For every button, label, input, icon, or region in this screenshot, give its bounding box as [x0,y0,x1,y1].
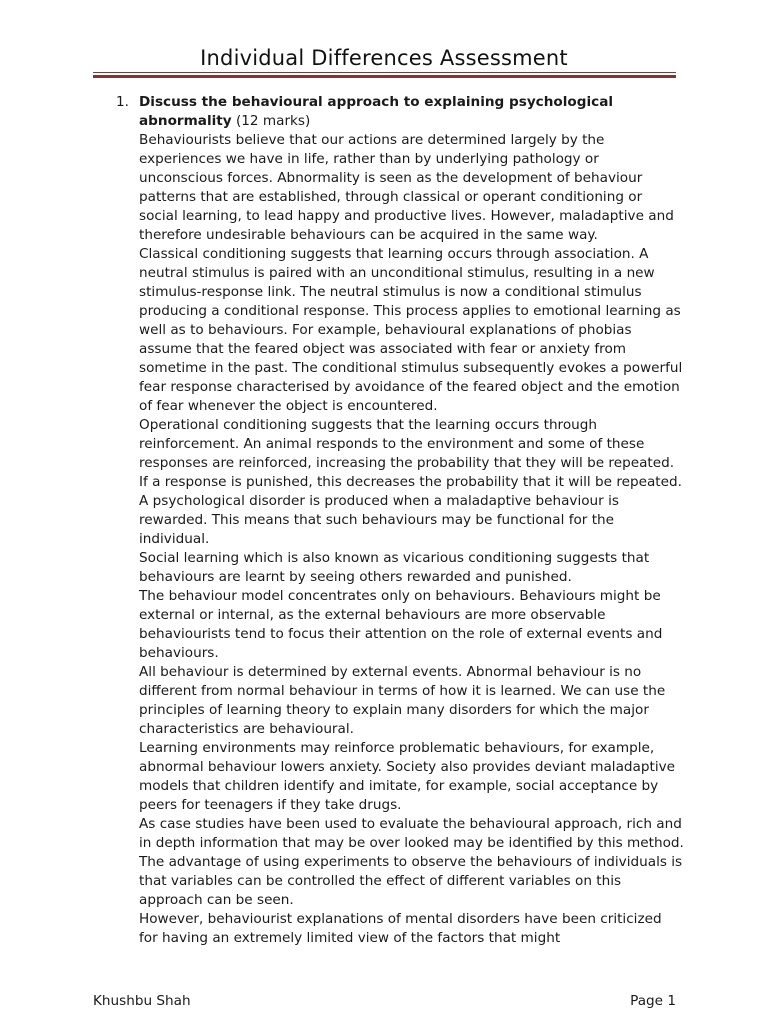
title-divider-thin [93,72,676,73]
body-paragraph: As case studies have been used to evaluate the behavioural approach, rich and in depth information that may be over looked may be identified by this method. [139,816,684,851]
page-title: Individual Differences Assessment [200,46,568,70]
body-paragraph: Behaviourists believe that our actions are determined largely by the experiences we have in life, rather than by underlying pathology or unconscious forces. Abnormality is seen as the development of behaviour patterns that are established, through classical or operant conditioning or social learning, to lead happy and productive lives. However, maladaptive and therefore undesirable behaviours can be acquired in the same way. [139,132,674,243]
body-paragraph: The behaviour model concentrates only on behaviours. Behaviours might be external or internal, as the external behaviours are more observable behaviourists tend to focus their attention on the role of external events and behaviours. [139,588,663,661]
question-title: Discuss the behavioural approach to explaining psychological abnormality [139,94,614,129]
document-body [116,93,684,948]
title-divider [93,72,676,78]
body-paragraph: Social learning which is also known as vicarious conditioning suggests that behaviours are learnt by seeing others rewarded and punished. [139,550,650,585]
footer-author: Khushbu Shah [93,993,191,1009]
question-marks: (12 marks) [235,113,311,129]
body-paragraph: The advantage of using experiments to observe the behaviours of individuals is that variables can be controlled the effect of different variables on this approach can be seen. [139,854,683,908]
body-paragraph: Learning environments may reinforce problematic behaviours, for example, abnormal behaviour lowers anxiety. Society also provides deviant maladaptive models that children identify and imitate, for example, social acceptance by peers for teenagers if they take drugs. [139,740,676,813]
body-paragraph: Classical conditioning suggests that learning occurs through association. A neutral stimulus is paired with an unconditional stimulus, resulting in a new stimulus-response link. The neutral stimulus is now a conditional stimulus producing a conditional response. This process applies to emotional learning as well as to behaviours. For example, behavioural explanations of phobias assume that the feared object was associated with fear or anxiety from sometime in the past. The conditional stimulus subsequently evokes a powerful fear response characterised by avoidance of the feared object and the emotion of fear whenever the object is encountered. [139,246,683,414]
question-number: 1. [116,94,129,110]
body-paragraph: All behaviour is determined by external events. Abnormal behaviour is no different from normal behaviour in terms of how it is learned. We can use the principles of learning theory to explain many disorders for which the major characteristics are behavioural. [139,664,666,737]
footer-page-number: Page 1 [630,993,676,1009]
question-heading [139,93,684,131]
title-divider-thick [93,75,676,78]
body-paragraph: Operational conditioning suggests that the learning occurs through reinforcement. An animal responds to the environment and some of these responses are reinforced, increasing the probability that they will be repeated. If a response is punished, this decreases the probability that it will be repeated. A psychological disorder is produced when a maladaptive behaviour is rewarded. This means that such behaviours may be functional for the individual. [139,417,682,547]
body-paragraph: However, behaviourist explanations of mental disorders have been criticized for having an extremely limited view of the factors that might [139,911,662,946]
